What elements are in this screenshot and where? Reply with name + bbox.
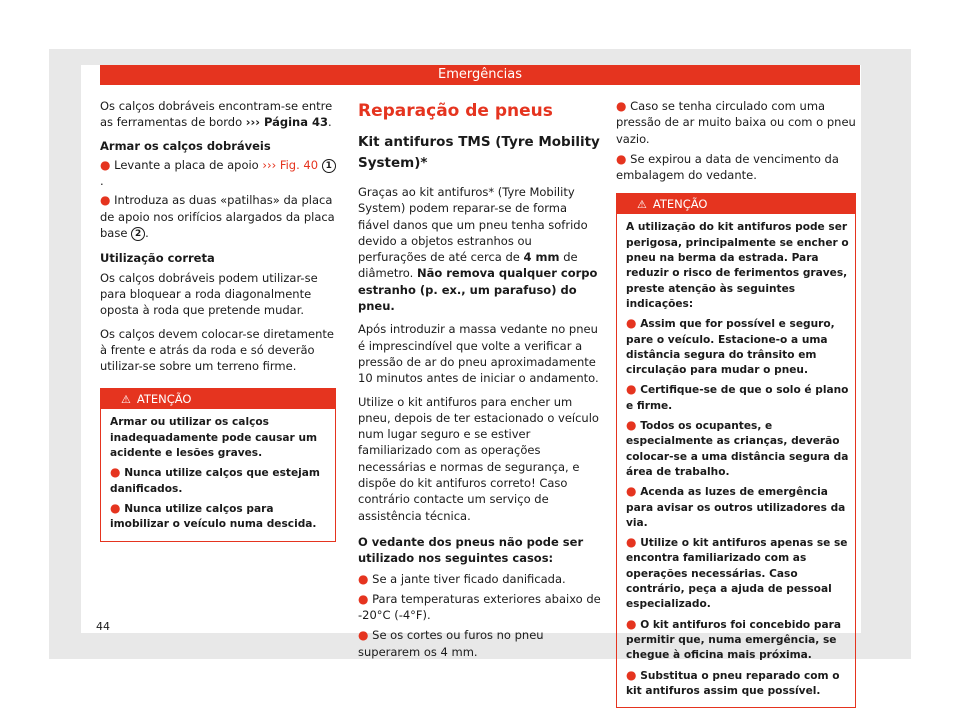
page-number: 44: [96, 620, 110, 633]
paragraph: Utilize o kit antifuros para encher um pneu, depois de ter estacionado o veículo num lugar seguro e se estiver familiarizado com as operações necessárias e normas de segurança, e dispõe do kit antifuros correto! Caso contrário contacte um serviço de assistência técnica.: [358, 394, 599, 523]
list-item: ● Levante a placa de apoio ››› Fig. 40 1.: [100, 157, 336, 190]
callout-number: 2: [131, 227, 145, 241]
column-1: [100, 98, 336, 542]
bullet-icon: ●: [100, 193, 111, 208]
column-2: [358, 100, 602, 667]
list-item: ● Se a jante tiver ficado danificada.: [358, 571, 566, 586]
warning-item: ● Acenda as luzes de emergência para avisar os outros utilizadores da via.: [626, 484, 846, 529]
figure-link[interactable]: ››› Fig. 40: [262, 157, 319, 172]
warning-item: ● O kit antifuros foi concebido para permitir que, numa emergência, se chegue à oficina mais próxima.: [626, 616, 841, 662]
warning-body: [101, 409, 335, 540]
warning-item: ● Todos os ocupantes, e especialmente as crianças, deverão colocar-se a uma distância segura da área de trabalho.: [626, 418, 849, 478]
paragraph: Graças ao kit antifuros* (Tyre Mobility System) podem reparar-se de forma fiável danos que um pneu tenha sofrido devido a objetos estranhos ou perfurações de até cerca de 4 mm de diâmetro. Não remova qualquer corpo estranho (p. ex., um parafuso) do pneu.: [358, 185, 598, 314]
subsection-title: Kit antifuros TMS (Tyre Mobility System)*: [358, 134, 600, 171]
warning-item: ● Utilize o kit antifuros apenas se se encontra familiarizado com as operações necessárias. Caso contrário, peça a ajuda de pessoal especializado.: [626, 535, 848, 611]
column-3: [616, 98, 856, 708]
page-link[interactable]: ››› Página 43: [245, 115, 329, 130]
paragraph: Os calços dobráveis podem utilizar-se para bloquear a roda diagonalmente oposta à roda que pretende mudar.: [100, 270, 318, 318]
warning-intro: A utilização do kit antifuros pode ser perigosa, principalmente se encher o pneu na berma da estrada. Para reduzir o risco de ferimentos graves, preste atenção às seguintes indicações:: [626, 221, 849, 310]
list-item: ● Se os cortes ou furos no pneu superarem os 4 mm.: [358, 628, 544, 659]
warning-triangle-icon: ⚠: [637, 198, 647, 212]
warning-intro: Armar ou utilizar os calços inadequadamente pode causar um acidente e lesões graves.: [110, 416, 318, 460]
warning-box: [100, 388, 336, 541]
warning-body: [617, 214, 855, 707]
warning-triangle-icon: ⚠: [121, 393, 131, 407]
warning-header: ⚠ ATENÇÃO: [617, 194, 855, 214]
warning-item: ● Nunca utilize calços que estejam danificados.: [110, 465, 320, 495]
list-item: ● Para temperaturas exteriores abaixo de -20°C (-4°F).: [358, 591, 601, 623]
paragraph: Após introduzir a massa vedante no pneu é imprescindível que volte a verificar a pressão de ar do pneu aproximadamente 10 minutos antes de iniciar o andamento.: [358, 322, 599, 386]
section-header: Emergências: [100, 65, 860, 85]
callout-number: 1: [322, 159, 336, 173]
list-item: ● Introduza as duas «patilhas» da placa de apoio nos orifícios alargados da placa base 2 .: [100, 193, 335, 241]
bullet-icon: ●: [100, 157, 111, 172]
warning-item: ● Nunca utilize calços para imobilizar o veículo numa descida.: [110, 500, 317, 531]
paragraph: Os calços dobráveis encontram-se entre as ferramentas de bordo ››› Página 43.: [100, 99, 333, 130]
warning-item: ● Certifique-se de que o solo é plano e firme.: [626, 382, 849, 412]
section-title: Reparação de pneus: [358, 101, 553, 121]
heading-armar: Armar os calços dobráveis: [100, 138, 271, 153]
warning-item: ● Substitua o pneu reparado com o kit antifuros assim que possível.: [626, 667, 840, 697]
paragraph: Os calços devem colocar-se diretamente à frente e atrás da roda e só deverão utilizar-se sobre um terreno firme.: [100, 326, 334, 374]
list-item: ● Caso se tenha circulado com uma pressão de ar muito baixa ou com o pneu vazio.: [616, 99, 856, 146]
warning-header: ⚠ ATENÇÃO: [101, 389, 335, 409]
heading-utilizacao: Utilização correta: [100, 251, 215, 266]
warning-item: ● Assim que for possível e seguro, pare o veículo. Estacione-o a uma distância segura do trânsito em circulação para mudar o pneu.: [626, 316, 835, 377]
list-item: ● Se expirou a data de vencimento da embalagem do vedante.: [616, 151, 839, 183]
warning-box: [616, 193, 856, 708]
heading-vedante: O vedante dos pneus não pode ser utilizado nos seguintes casos:: [358, 534, 584, 566]
